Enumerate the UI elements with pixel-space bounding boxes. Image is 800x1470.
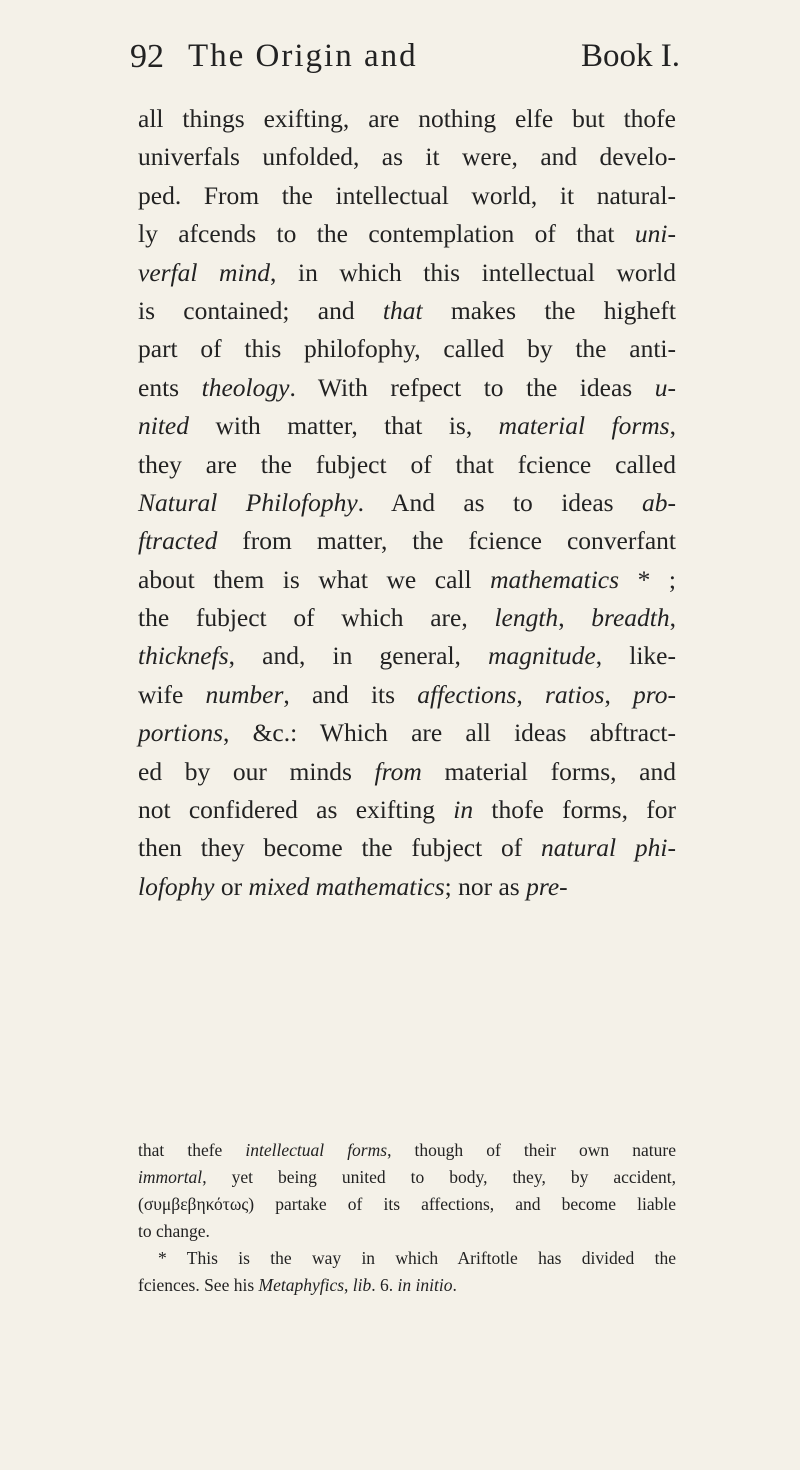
text-run: wife (138, 679, 206, 709)
text-run: ed by our minds (138, 756, 375, 786)
italic-text: theology (201, 372, 290, 402)
italic-text: breadth (591, 603, 670, 633)
italic-text: Metaphyfics (258, 1275, 345, 1295)
text-run: , in which this intellectual world (270, 257, 676, 287)
italic-text: portions (138, 718, 224, 748)
italic-text: verfal mind (138, 257, 271, 287)
text-run: ped. From the intellectual world, it natural- (138, 180, 676, 210)
text-run: fciences. See his (138, 1275, 259, 1295)
footnote-line (138, 1137, 676, 1164)
italic-text: mixed mathematics (248, 871, 445, 901)
italic-text: number (205, 679, 284, 709)
text-run: not confidered as exifting (138, 795, 454, 825)
footnote-line (138, 1272, 676, 1299)
italic-text: from (374, 756, 422, 786)
italic-text: lofophy (138, 871, 215, 901)
italic-text: length (494, 603, 559, 633)
page-number: 92 (130, 38, 164, 75)
body-line (138, 599, 676, 637)
text-run: ; nor as (444, 871, 527, 901)
text-run: . 6. (371, 1275, 398, 1295)
body-line (138, 407, 676, 445)
book-label: Book I. (581, 38, 680, 74)
text-run: , (604, 679, 634, 709)
body-line (138, 369, 676, 407)
body-line (138, 254, 676, 292)
text-run: or (214, 871, 249, 901)
text-run: * This is the way in which Ariftotle has divided the (158, 1248, 676, 1268)
running-title: The Origin and (188, 38, 418, 74)
italic-text: in initio (397, 1275, 453, 1295)
body-line (138, 637, 676, 675)
text-run: (συμβεβηκότως) partake of its affections, and become liable (138, 1194, 676, 1214)
italic-text: pre- (526, 871, 568, 901)
text-run: they are the fubject of that fcience called (138, 449, 676, 479)
body-line (138, 330, 676, 368)
italic-text: natural phi- (541, 833, 676, 863)
italic-text: u- (654, 372, 676, 402)
italic-text: ftracted (138, 526, 218, 556)
text-run: , and its (283, 679, 418, 709)
italic-text: thicknefs (138, 641, 229, 671)
italic-text: affections (417, 679, 517, 709)
body-line (138, 829, 676, 867)
italic-text: uni- (634, 219, 676, 249)
text-run: ly afcends to the contemplation of that (138, 219, 635, 249)
text-run: , like- (595, 641, 676, 671)
text-run: . With refpect to the ideas (289, 372, 655, 402)
text-run: , though of their own nature (387, 1140, 676, 1160)
text-run: univerfals unfolded, as it were, and develo- (138, 142, 676, 172)
italic-text: pro- (633, 679, 677, 709)
text-run: then they become the fubject of (138, 833, 542, 863)
text-run: is contained; and (138, 295, 383, 325)
text-run: , (669, 603, 677, 633)
body-line (138, 446, 676, 484)
text-run: to change. (138, 1221, 210, 1241)
footnote-line (138, 1218, 676, 1245)
text-run: from matter, the fcience converfant (217, 526, 676, 556)
text-run: thofe forms, for (473, 795, 676, 825)
main-text (138, 100, 676, 906)
text-run: part of this philofophy, called by the anti- (138, 334, 676, 364)
body-line (138, 561, 676, 599)
body-line (138, 484, 676, 522)
text-run: , (516, 679, 545, 709)
body-line (138, 714, 676, 752)
body-line (138, 100, 676, 138)
text-run: material forms, and (421, 756, 676, 786)
text-run: about them is what we call (138, 564, 491, 594)
italic-text: mathematics (490, 564, 620, 594)
italic-text: nited (138, 411, 189, 441)
text-run: , (558, 603, 592, 633)
text-run: , (344, 1275, 353, 1295)
running-header (130, 38, 680, 82)
text-run: , yet being united to body, they, by accident, (202, 1167, 676, 1187)
body-line (138, 791, 676, 829)
body-line (138, 868, 676, 906)
text-run: . And as to ideas (357, 487, 643, 517)
footnote-line (138, 1245, 676, 1272)
footnote-line (138, 1191, 676, 1218)
text-run: with matter, that is, (189, 411, 499, 441)
text-run: the fubject of which are, (138, 603, 495, 633)
italic-text: that (382, 295, 423, 325)
italic-text: ratios (544, 679, 605, 709)
footnotes (138, 1137, 676, 1299)
text-run: * ; (619, 564, 676, 594)
text-run: , and, in general, (228, 641, 489, 671)
text-run: , &c.: Which are all ideas abftract- (223, 718, 676, 748)
body-line (138, 292, 676, 330)
body-line (138, 676, 676, 714)
body-line (138, 753, 676, 791)
body-line (138, 138, 676, 176)
text-run: ents (138, 372, 202, 402)
italic-text: lib (352, 1275, 372, 1295)
body-line (138, 177, 676, 215)
body-line (138, 522, 676, 560)
body-line (138, 215, 676, 253)
italic-text: intellectual forms (245, 1140, 388, 1160)
text-run: . (452, 1275, 457, 1295)
italic-text: in (453, 795, 474, 825)
text-run: all things exifting, are nothing elfe but thofe (138, 104, 676, 133)
italic-text: material forms (498, 411, 670, 441)
footnote-line (138, 1164, 676, 1191)
text-run: , (669, 411, 676, 441)
text-run: makes the higheft (422, 295, 676, 325)
text-run: that thefe (138, 1140, 246, 1160)
italic-text: magnitude (488, 641, 596, 671)
italic-text: ab- (642, 487, 677, 517)
italic-text: Natural Philofophy (138, 487, 358, 517)
italic-text: immortal (138, 1167, 203, 1187)
